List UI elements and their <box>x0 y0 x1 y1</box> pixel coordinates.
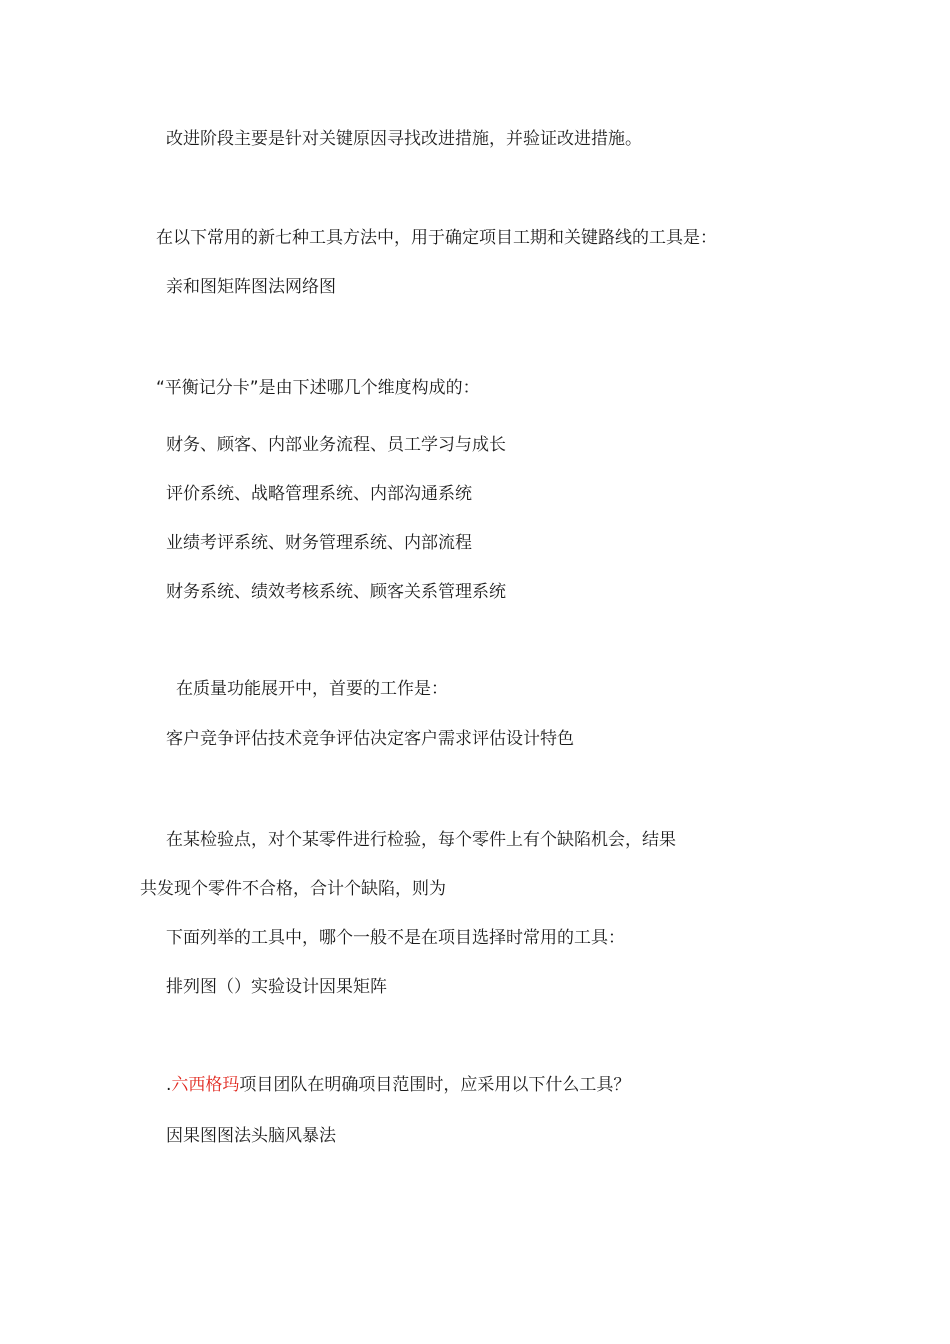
question-qfd: 在质量功能展开中，首要的工作是： <box>176 679 448 699</box>
six-sigma-prefix: . <box>166 1075 172 1095</box>
question-six-sigma-scope <box>166 1073 630 1097</box>
answer-options-project-selection: 排列图（）实验设计因果矩阵 <box>166 977 387 997</box>
question-critical-path-tool: 在以下常用的新七种工具方法中，用于确定项目工期和关键路线的工具是： <box>156 228 717 248</box>
question-inspection-continued: 共发现个零件不合格，合计个缺陷，则为 <box>140 879 446 899</box>
question-inspection-point: 在某检验点，对个某零件进行检验，每个零件上有个缺陷机会，结果 <box>166 830 676 850</box>
six-sigma-highlight: 六西格玛 <box>171 1075 240 1095</box>
six-sigma-rest: 项目团队在明确项目范围时，应采用以下什么工具？ <box>239 1075 631 1095</box>
answer-options-six-sigma: 因果图图法头脑风暴法 <box>166 1126 336 1146</box>
option-scorecard-1: 财务、顾客、内部业务流程、员工学习与成长 <box>166 435 506 455</box>
option-scorecard-4: 财务系统、绩效考核系统、顾客关系管理系统 <box>166 582 506 602</box>
answer-options-tools: 亲和图矩阵图法网络图 <box>166 277 336 297</box>
text-line-improve-phase: 改进阶段主要是针对关键原因寻找改进措施，并验证改进措施。 <box>166 129 642 149</box>
question-project-selection: 下面列举的工具中，哪个一般不是在项目选择时常用的工具： <box>166 928 625 948</box>
option-scorecard-3: 业绩考评系统、财务管理系统、内部流程 <box>166 533 472 553</box>
question-balanced-scorecard: “平衡记分卡”是由下述哪几个维度构成的： <box>156 378 480 398</box>
answer-options-qfd: 客户竞争评估技术竞争评估决定客户需求评估设计特色 <box>166 729 574 749</box>
option-scorecard-2: 评价系统、战略管理系统、内部沟通系统 <box>166 484 472 504</box>
